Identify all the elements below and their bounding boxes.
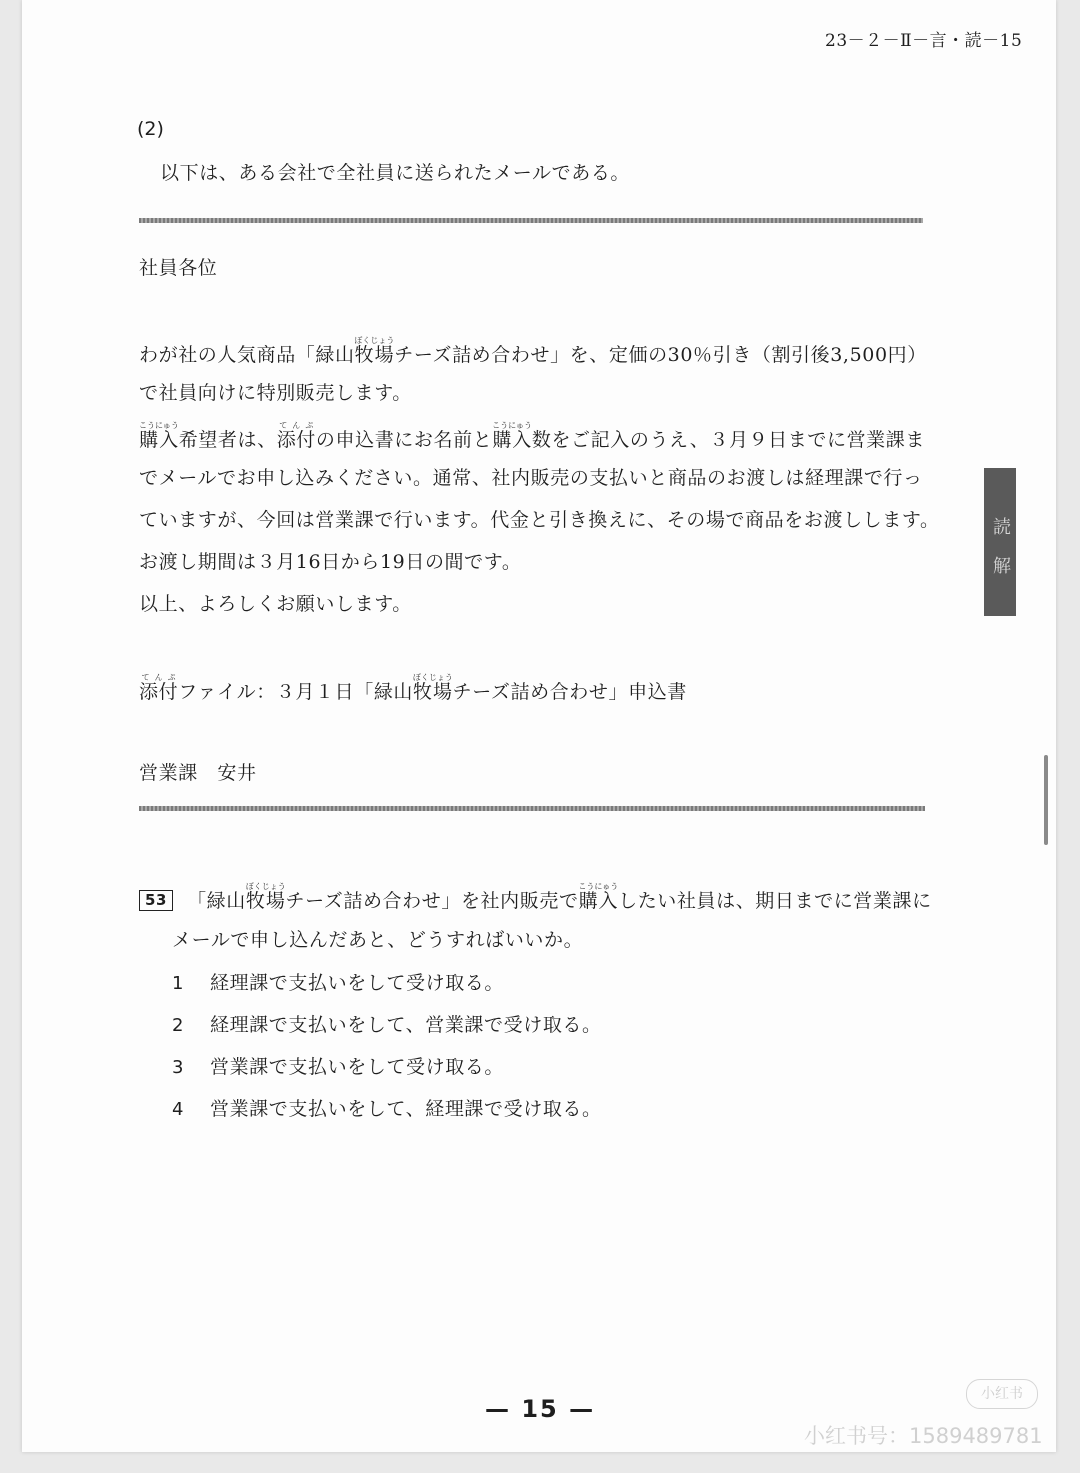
question-number-box: 53 [139, 890, 173, 911]
scrollbar-thumb[interactable] [1044, 755, 1048, 845]
email-bottom-rule [139, 806, 925, 811]
section-number: (2) [137, 118, 164, 140]
page-header-code: 23－２－Ⅱ－言・読－15 [825, 31, 1023, 51]
answer-option-1[interactable]: 1 経理課で支払いをして受け取る。 [172, 972, 505, 994]
ruby-kounyu: 購入こうにゅう [139, 421, 179, 451]
ruby-kounyu-3: 購入こうにゅう [578, 882, 619, 912]
ruby-tenpu: 添付てんぷ [276, 421, 316, 451]
email-line-6: お渡し期間は３月16日から19日の間です。 [139, 551, 522, 573]
tab-char-2: 解 [993, 556, 1011, 577]
ruby-bokujo-3: 牧場ぼくじょう [245, 882, 286, 912]
ruby-bokujo-2: 牧場ぼくじょう [412, 673, 453, 703]
answer-option-2[interactable]: 2 経理課で支払いをして、営業課で受け取る。 [172, 1014, 602, 1036]
answer-option-3[interactable]: 3 営業課で支払いをして受け取る。 [172, 1056, 505, 1078]
question-line-2: メールで申し込んだあと、どうすればいいか。 [172, 929, 584, 951]
email-greeting: 社員各位 [139, 257, 218, 279]
tab-char-1: 読 [993, 517, 1011, 538]
email-line-3: 購入こうにゅう希望者は、添付てんぷの申込書にお名前と購入こうにゅう数をご記入のうえ、３月９日までに営業課ま [139, 421, 925, 451]
answer-option-4[interactable]: 4 営業課で支払いをして、経理課で受け取る。 [172, 1098, 602, 1120]
reading-section-tab [984, 468, 1016, 616]
document-page [22, 0, 1056, 1452]
email-attachment: 添付てんぷファイル：３月１日「緑山牧場ぼくじょうチーズ詰め合わせ」申込書 [139, 673, 687, 703]
email-line-5: ていますが、今回は営業課で行います。代金と引き換えに、その場で商品をお渡しします。 [139, 509, 940, 531]
question-line-1: 53 「緑山牧場ぼくじょうチーズ詰め合わせ」を社内販売で購入こうにゅうしたい社員は、期日までに営業課に [139, 882, 932, 913]
page-number: — 15 — [485, 1395, 596, 1423]
ruby-kounyu-2: 購入こうにゅう [492, 421, 532, 451]
email-top-rule [139, 218, 923, 223]
section-intro: 以下は、ある会社で全社員に送られたメールである。 [160, 162, 631, 184]
ruby-tenpu-2: 添付てんぷ [139, 673, 179, 703]
email-line-7: 以上、よろしくお願いします。 [139, 593, 412, 615]
watermark-logo: 小红书 [966, 1379, 1038, 1409]
ruby-bokujo: 牧場ぼくじょう [354, 336, 395, 366]
email-line-2: で社員向けに特別販売します。 [139, 382, 412, 404]
email-sender: 営業課 安井 [139, 762, 257, 784]
watermark-id: 小红书号：1589489781 [804, 1424, 1043, 1448]
email-line-4: でメールでお申し込みください。通常、社内販売の支払いと商品のお渡しは経理課で行っ [139, 467, 923, 489]
email-line-1: わが社の人気商品「緑山牧場ぼくじょうチーズ詰め合わせ」を、定価の30％引き（割引後3,500円） [139, 336, 927, 366]
